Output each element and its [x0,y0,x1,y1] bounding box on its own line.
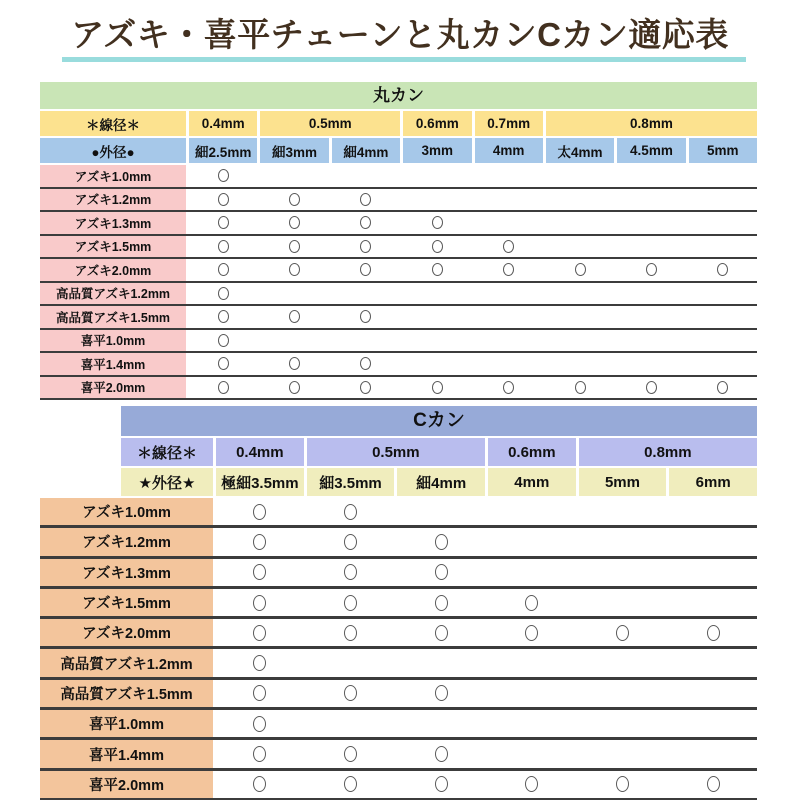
compat-cell [332,306,400,328]
compat-cell [488,649,576,676]
compat-cell [307,710,395,737]
compat-circle-icon [253,655,266,671]
compat-circle-icon [503,240,514,253]
compat-cell [307,528,395,555]
compat-cell [403,259,471,281]
row-label: 喜平1.0mm [40,330,186,352]
table-row [40,165,757,189]
compat-circle-icon [218,240,229,253]
compat-cell [216,619,304,646]
outer-size-cell: 細3.5mm [307,468,395,496]
compat-cell [332,353,400,375]
table-row [40,710,757,740]
compat-cell [397,559,485,586]
compat-cell [403,353,471,375]
compat-circle-icon [344,534,357,550]
compat-circle-icon [360,193,371,206]
compat-cell [189,330,257,352]
table-row [40,212,757,236]
compat-cell [488,680,576,707]
compat-cell [403,283,471,305]
compat-circle-icon [218,193,229,206]
compat-cell [579,740,667,767]
outer-diameter-label: ★外径★ [121,468,213,496]
table-row [40,740,757,770]
compat-cell [488,498,576,525]
compat-cell [669,589,757,616]
compat-cell [669,740,757,767]
compat-cell [403,236,471,258]
compat-cell [397,710,485,737]
compat-cell [216,771,304,798]
compat-cell [617,283,685,305]
compat-circle-icon [253,504,266,520]
compat-circle-icon [435,595,448,611]
row-label: 喜平1.4mm [40,353,186,375]
compat-cell [216,498,304,525]
compat-cell [669,680,757,707]
compat-circle-icon [289,193,300,206]
compat-cell [260,306,328,328]
compat-cell [307,771,395,798]
compat-circle-icon [253,716,266,732]
compat-circle-icon [646,263,657,276]
outer-size-cell: 5mm [579,468,667,496]
compat-circle-icon [616,776,629,792]
wire-size-cell: 0.6mm [488,438,576,466]
compat-cell [546,377,614,399]
row-label: アズキ1.5mm [40,236,186,258]
compat-cell [332,236,400,258]
compat-cell [579,528,667,555]
row-label: 高品質アズキ1.5mm [40,680,213,707]
table-row [40,498,757,528]
compat-circle-icon [435,776,448,792]
compat-cell [397,589,485,616]
compat-circle-icon [360,216,371,229]
compat-cell [689,283,757,305]
compat-cell [617,330,685,352]
compat-circle-icon [218,216,229,229]
compat-cell [216,528,304,555]
compat-cell [475,330,543,352]
compat-circle-icon [289,216,300,229]
compat-circle-icon [525,625,538,641]
outer-size-cell: 3mm [403,138,471,163]
compat-cell [579,771,667,798]
compat-cell [397,619,485,646]
compat-cell [189,306,257,328]
wire-size-cell: 0.6mm [403,111,471,136]
wire-size-cell: 0.8mm [546,111,757,136]
outer-diameter-row [121,468,757,496]
compat-cell [689,236,757,258]
compat-circle-icon [432,381,443,394]
compat-circle-icon [289,381,300,394]
compat-circle-icon [717,263,728,276]
table-row [40,189,757,213]
compat-cell [488,559,576,586]
row-label: 喜平1.4mm [40,740,213,767]
compat-circle-icon [707,776,720,792]
compat-cell [216,559,304,586]
compat-cell [475,189,543,211]
compat-cell [189,165,257,187]
row-label: アズキ1.0mm [40,498,213,525]
compat-cell [546,306,614,328]
wire-diameter-label: ＊線径＊ [121,438,213,466]
wire-size-cell: 0.5mm [307,438,485,466]
compat-cell [189,189,257,211]
compat-cell [546,283,614,305]
compat-circle-icon [289,240,300,253]
wire-diameter-row [121,438,757,466]
compat-cell [579,589,667,616]
compat-cell [617,353,685,375]
row-label: アズキ2.0mm [40,259,186,281]
outer-size-cell: 4.5mm [617,138,685,163]
ckan-table [40,406,757,800]
table-row [40,306,757,330]
outer-size-cell: 4mm [488,468,576,496]
outer-size-cell: 細4mm [332,138,400,163]
table-row [40,377,757,401]
compat-cell [397,498,485,525]
compat-cell [617,306,685,328]
compat-circle-icon [344,504,357,520]
compat-cell [689,212,757,234]
compat-circle-icon [218,287,229,300]
row-label: アズキ1.2mm [40,528,213,555]
wire-size-cell: 0.8mm [579,438,757,466]
compat-circle-icon [616,625,629,641]
compat-circle-icon [218,357,229,370]
compat-cell [216,710,304,737]
compat-circle-icon [253,564,266,580]
row-label: 高品質アズキ1.2mm [40,283,186,305]
compat-cell [617,259,685,281]
compat-circle-icon [344,685,357,701]
row-label: アズキ1.5mm [40,589,213,616]
compat-cell [669,559,757,586]
compat-cell [475,236,543,258]
row-label: アズキ1.3mm [40,559,213,586]
compat-circle-icon [253,776,266,792]
compat-circle-icon [525,776,538,792]
table-row [40,259,757,283]
compat-circle-icon [435,685,448,701]
compat-cell [617,212,685,234]
compat-cell [260,353,328,375]
compat-circle-icon [525,595,538,611]
compat-cell [689,259,757,281]
row-label: アズキ2.0mm [40,619,213,646]
compat-circle-icon [253,685,266,701]
compat-cell [617,377,685,399]
compat-circle-icon [289,310,300,323]
outer-size-cell: 5mm [689,138,757,163]
compat-cell [689,189,757,211]
compat-circle-icon [344,564,357,580]
compat-circle-icon [344,776,357,792]
outer-size-cell: 極細3.5mm [216,468,304,496]
compat-cell [397,771,485,798]
compat-cell [260,330,328,352]
compat-cell [488,771,576,798]
marukan-table [40,82,757,400]
table-row [40,649,757,679]
compat-cell [260,259,328,281]
compat-circle-icon [253,534,266,550]
compat-cell [475,212,543,234]
compat-cell [669,771,757,798]
compat-cell [397,649,485,676]
row-label: アズキ1.3mm [40,212,186,234]
compat-cell [307,619,395,646]
compat-cell [216,740,304,767]
title-underline [62,57,746,62]
compat-cell [579,498,667,525]
row-label: 高品質アズキ1.5mm [40,306,186,328]
wire-diameter-label: ＊線径＊ [40,111,186,136]
compat-circle-icon [575,263,586,276]
compat-circle-icon [435,564,448,580]
compat-cell [488,710,576,737]
outer-diameter-row [40,138,757,163]
compat-cell [260,189,328,211]
compat-cell [546,165,614,187]
compat-circle-icon [218,263,229,276]
compat-cell [403,306,471,328]
compat-cell [307,589,395,616]
compat-circle-icon [253,625,266,641]
row-label: アズキ1.0mm [40,165,186,187]
compat-cell [307,740,395,767]
compat-circle-icon [435,534,448,550]
compat-circle-icon [344,746,357,762]
compat-circle-icon [717,381,728,394]
compat-circle-icon [432,263,443,276]
compat-cell [307,559,395,586]
compat-cell [332,283,400,305]
compat-cell [403,189,471,211]
compat-cell [403,330,471,352]
table-row [40,771,757,800]
compat-cell [546,353,614,375]
compat-cell [260,212,328,234]
compat-cell [579,710,667,737]
compat-circle-icon [218,381,229,394]
compat-cell [689,330,757,352]
compat-cell [216,649,304,676]
wire-size-cell: 0.7mm [475,111,543,136]
compat-circle-icon [575,381,586,394]
compat-cell [332,377,400,399]
compat-cell [669,498,757,525]
table-title: 丸カン [40,82,757,109]
table-row [40,528,757,558]
compat-cell [189,212,257,234]
compat-cell [689,377,757,399]
compat-cell [403,165,471,187]
compat-cell [617,236,685,258]
compat-cell [617,189,685,211]
compat-cell [260,165,328,187]
compat-cell [579,619,667,646]
compat-cell [579,680,667,707]
compat-cell [332,259,400,281]
compat-cell [403,377,471,399]
wire-size-cell: 0.5mm [260,111,400,136]
compat-cell [669,528,757,555]
compat-cell [475,306,543,328]
outer-size-cell: 4mm [475,138,543,163]
compat-cell [189,353,257,375]
compat-cell [189,283,257,305]
compat-cell [397,528,485,555]
title-block [0,14,800,55]
compat-cell [579,649,667,676]
compat-circle-icon [432,216,443,229]
compat-cell [488,619,576,646]
compat-circle-icon [503,263,514,276]
compat-cell [260,283,328,305]
table-row [40,236,757,260]
compat-cell [332,165,400,187]
table-row [40,619,757,649]
compat-cell [475,165,543,187]
wire-size-cell: 0.4mm [216,438,304,466]
table-row [40,589,757,619]
compat-cell [546,189,614,211]
compat-cell [307,649,395,676]
compat-cell [403,212,471,234]
outer-size-cell: 6mm [669,468,757,496]
compat-circle-icon [218,310,229,323]
row-label: 高品質アズキ1.2mm [40,649,213,676]
compat-cell [307,680,395,707]
compat-cell [488,740,576,767]
compat-cell [332,189,400,211]
compat-cell [579,559,667,586]
compat-cell [488,589,576,616]
compat-cell [669,710,757,737]
compat-cell [216,589,304,616]
compat-circle-icon [360,310,371,323]
compat-circle-icon [344,595,357,611]
compat-cell [189,377,257,399]
compat-circle-icon [344,625,357,641]
compat-circle-icon [360,357,371,370]
compat-cell [189,259,257,281]
outer-size-cell: 細4mm [397,468,485,496]
compat-circle-icon [432,240,443,253]
compat-cell [397,740,485,767]
row-label: 喜平2.0mm [40,771,213,798]
compat-circle-icon [707,625,720,641]
table-row [40,559,757,589]
outer-size-cell: 太4mm [546,138,614,163]
compat-cell [475,377,543,399]
compat-circle-icon [360,240,371,253]
row-label: アズキ1.2mm [40,189,186,211]
compat-circle-icon [503,381,514,394]
table-row [40,353,757,377]
table-row [40,283,757,307]
outer-size-cell: 細3mm [260,138,328,163]
compat-cell [332,212,400,234]
compat-cell [546,259,614,281]
compat-circle-icon [646,381,657,394]
compat-cell [689,165,757,187]
compat-cell [546,212,614,234]
compat-cell [669,649,757,676]
compat-cell [669,619,757,646]
compat-circle-icon [218,334,229,347]
row-label: 喜平2.0mm [40,377,186,399]
compat-circle-icon [289,263,300,276]
compat-cell [260,236,328,258]
compat-cell [475,259,543,281]
table-title: Cカン [121,406,757,436]
compat-cell [332,330,400,352]
compat-cell [617,165,685,187]
compat-cell [260,377,328,399]
outer-size-cell: 細2.5mm [189,138,257,163]
compat-cell [475,353,543,375]
wire-size-cell: 0.4mm [189,111,257,136]
compat-cell [689,306,757,328]
compat-circle-icon [253,746,266,762]
compat-circle-icon [435,746,448,762]
page-title: アズキ・喜平チェーンと丸カンCカン適応表 [71,16,729,53]
outer-diameter-label: ●外径● [40,138,186,163]
compat-cell [397,680,485,707]
compat-circle-icon [218,169,229,182]
compat-cell [488,528,576,555]
compat-circle-icon [360,263,371,276]
compat-cell [689,353,757,375]
compat-cell [189,236,257,258]
compat-cell [546,330,614,352]
compat-circle-icon [253,595,266,611]
compat-cell [307,498,395,525]
table-row [40,680,757,710]
compat-cell [216,680,304,707]
compat-circle-icon [289,357,300,370]
row-label: 喜平1.0mm [40,710,213,737]
wire-diameter-row [40,111,757,136]
compat-circle-icon [360,381,371,394]
compat-circle-icon [435,625,448,641]
compat-cell [475,283,543,305]
table-row [40,330,757,354]
compat-cell [546,236,614,258]
